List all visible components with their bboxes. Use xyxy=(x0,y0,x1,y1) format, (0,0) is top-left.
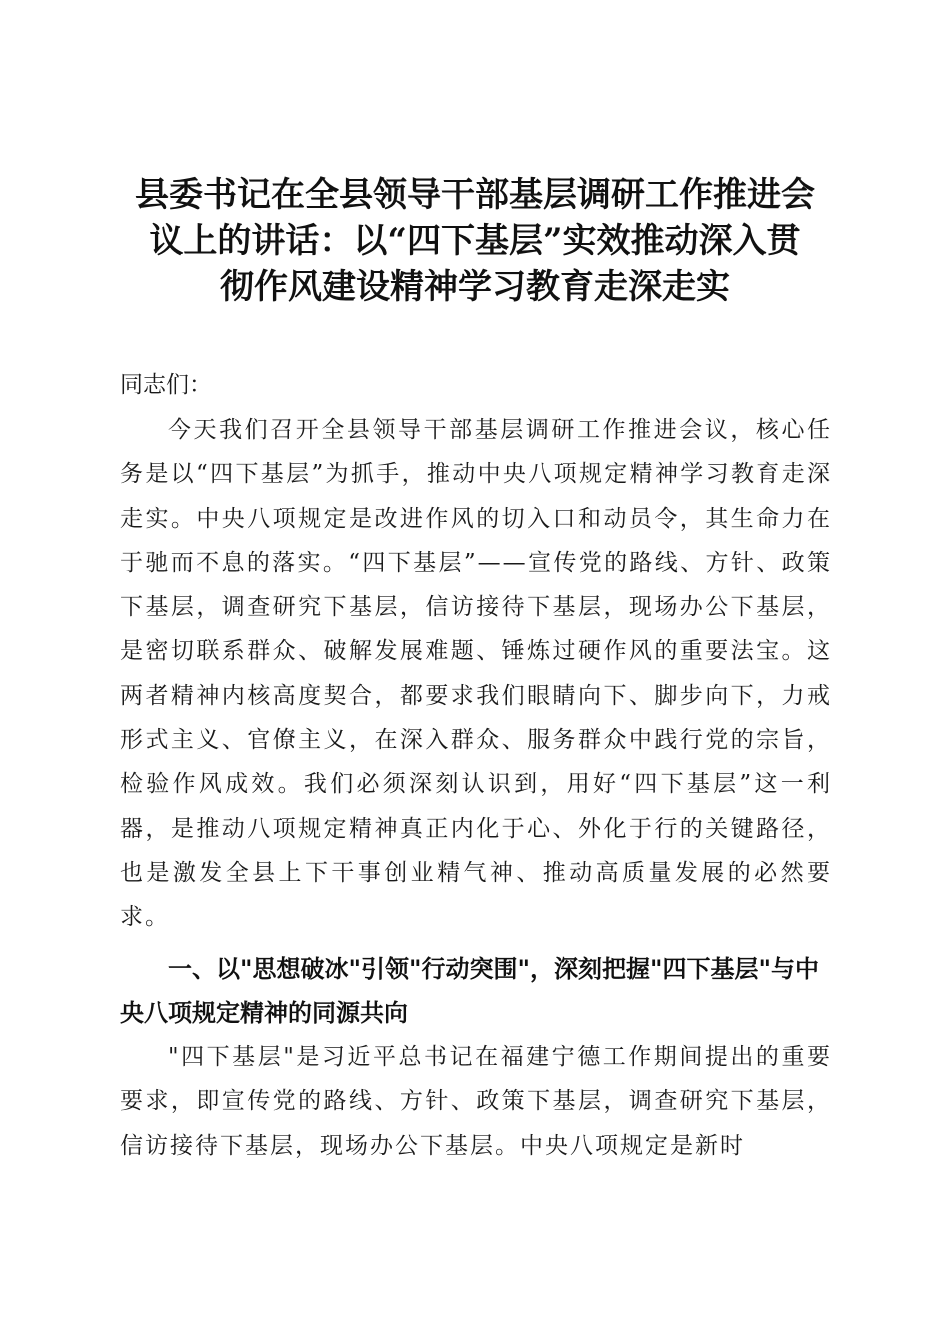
section-heading-1: 一、以"思想破冰"引领"行动突围"，深刻把握"四下基层"与中央八项规定精神的同源共向 xyxy=(120,955,820,1027)
title-line-3: 彻作风建设精神学习教育走深走实 xyxy=(220,267,730,307)
salutation: 同志们： xyxy=(120,372,212,398)
title-line-2: 议上的讲话：以“四下基层”实效推动深入贯 xyxy=(149,221,801,261)
document-title xyxy=(110,172,840,310)
body-paragraph-2: "四下基层"是习近平总书记在福建宁德工作期间提出的重要要求，即宣传党的路线、方针、政策下基层，调查研究下基层，信访接待下基层，现场办公下基层。中央八项规定是新时 xyxy=(120,1044,832,1159)
body-paragraph-1: 今天我们召开全县领导干部基层调研工作推进会议，核心任务是以“四下基层”为抓手，推动中央八项规定精神学习教育走深走实。中央八项规定是改进作风的切入口和动员令，其生命力在于驰而不息的落实。“四下基层”——宣传党的路线、方针、政策下基层，调查研究下基层，信访接待下基层，现场办公下基层，是密切联系群众、破解发展难题、锤炼过硬作风的重要法宝。这两者精神内核高度契合，都要求我们眼睛向下、脚步向下，力戒形式主义、官僚主义，在深入群众、服务群众中践行党的宗旨，检验作风成效。我们必须深刻认识到，用好“四下基层”这一利器，是推动八项规定精神真正内化于心、外化于行的关键路径，也是激发全县上下干事创业精气神、推动高质量发展的必然要求。 xyxy=(120,417,832,931)
title-line-1: 县委书记在全县领导干部基层调研工作推进会 xyxy=(135,175,815,215)
